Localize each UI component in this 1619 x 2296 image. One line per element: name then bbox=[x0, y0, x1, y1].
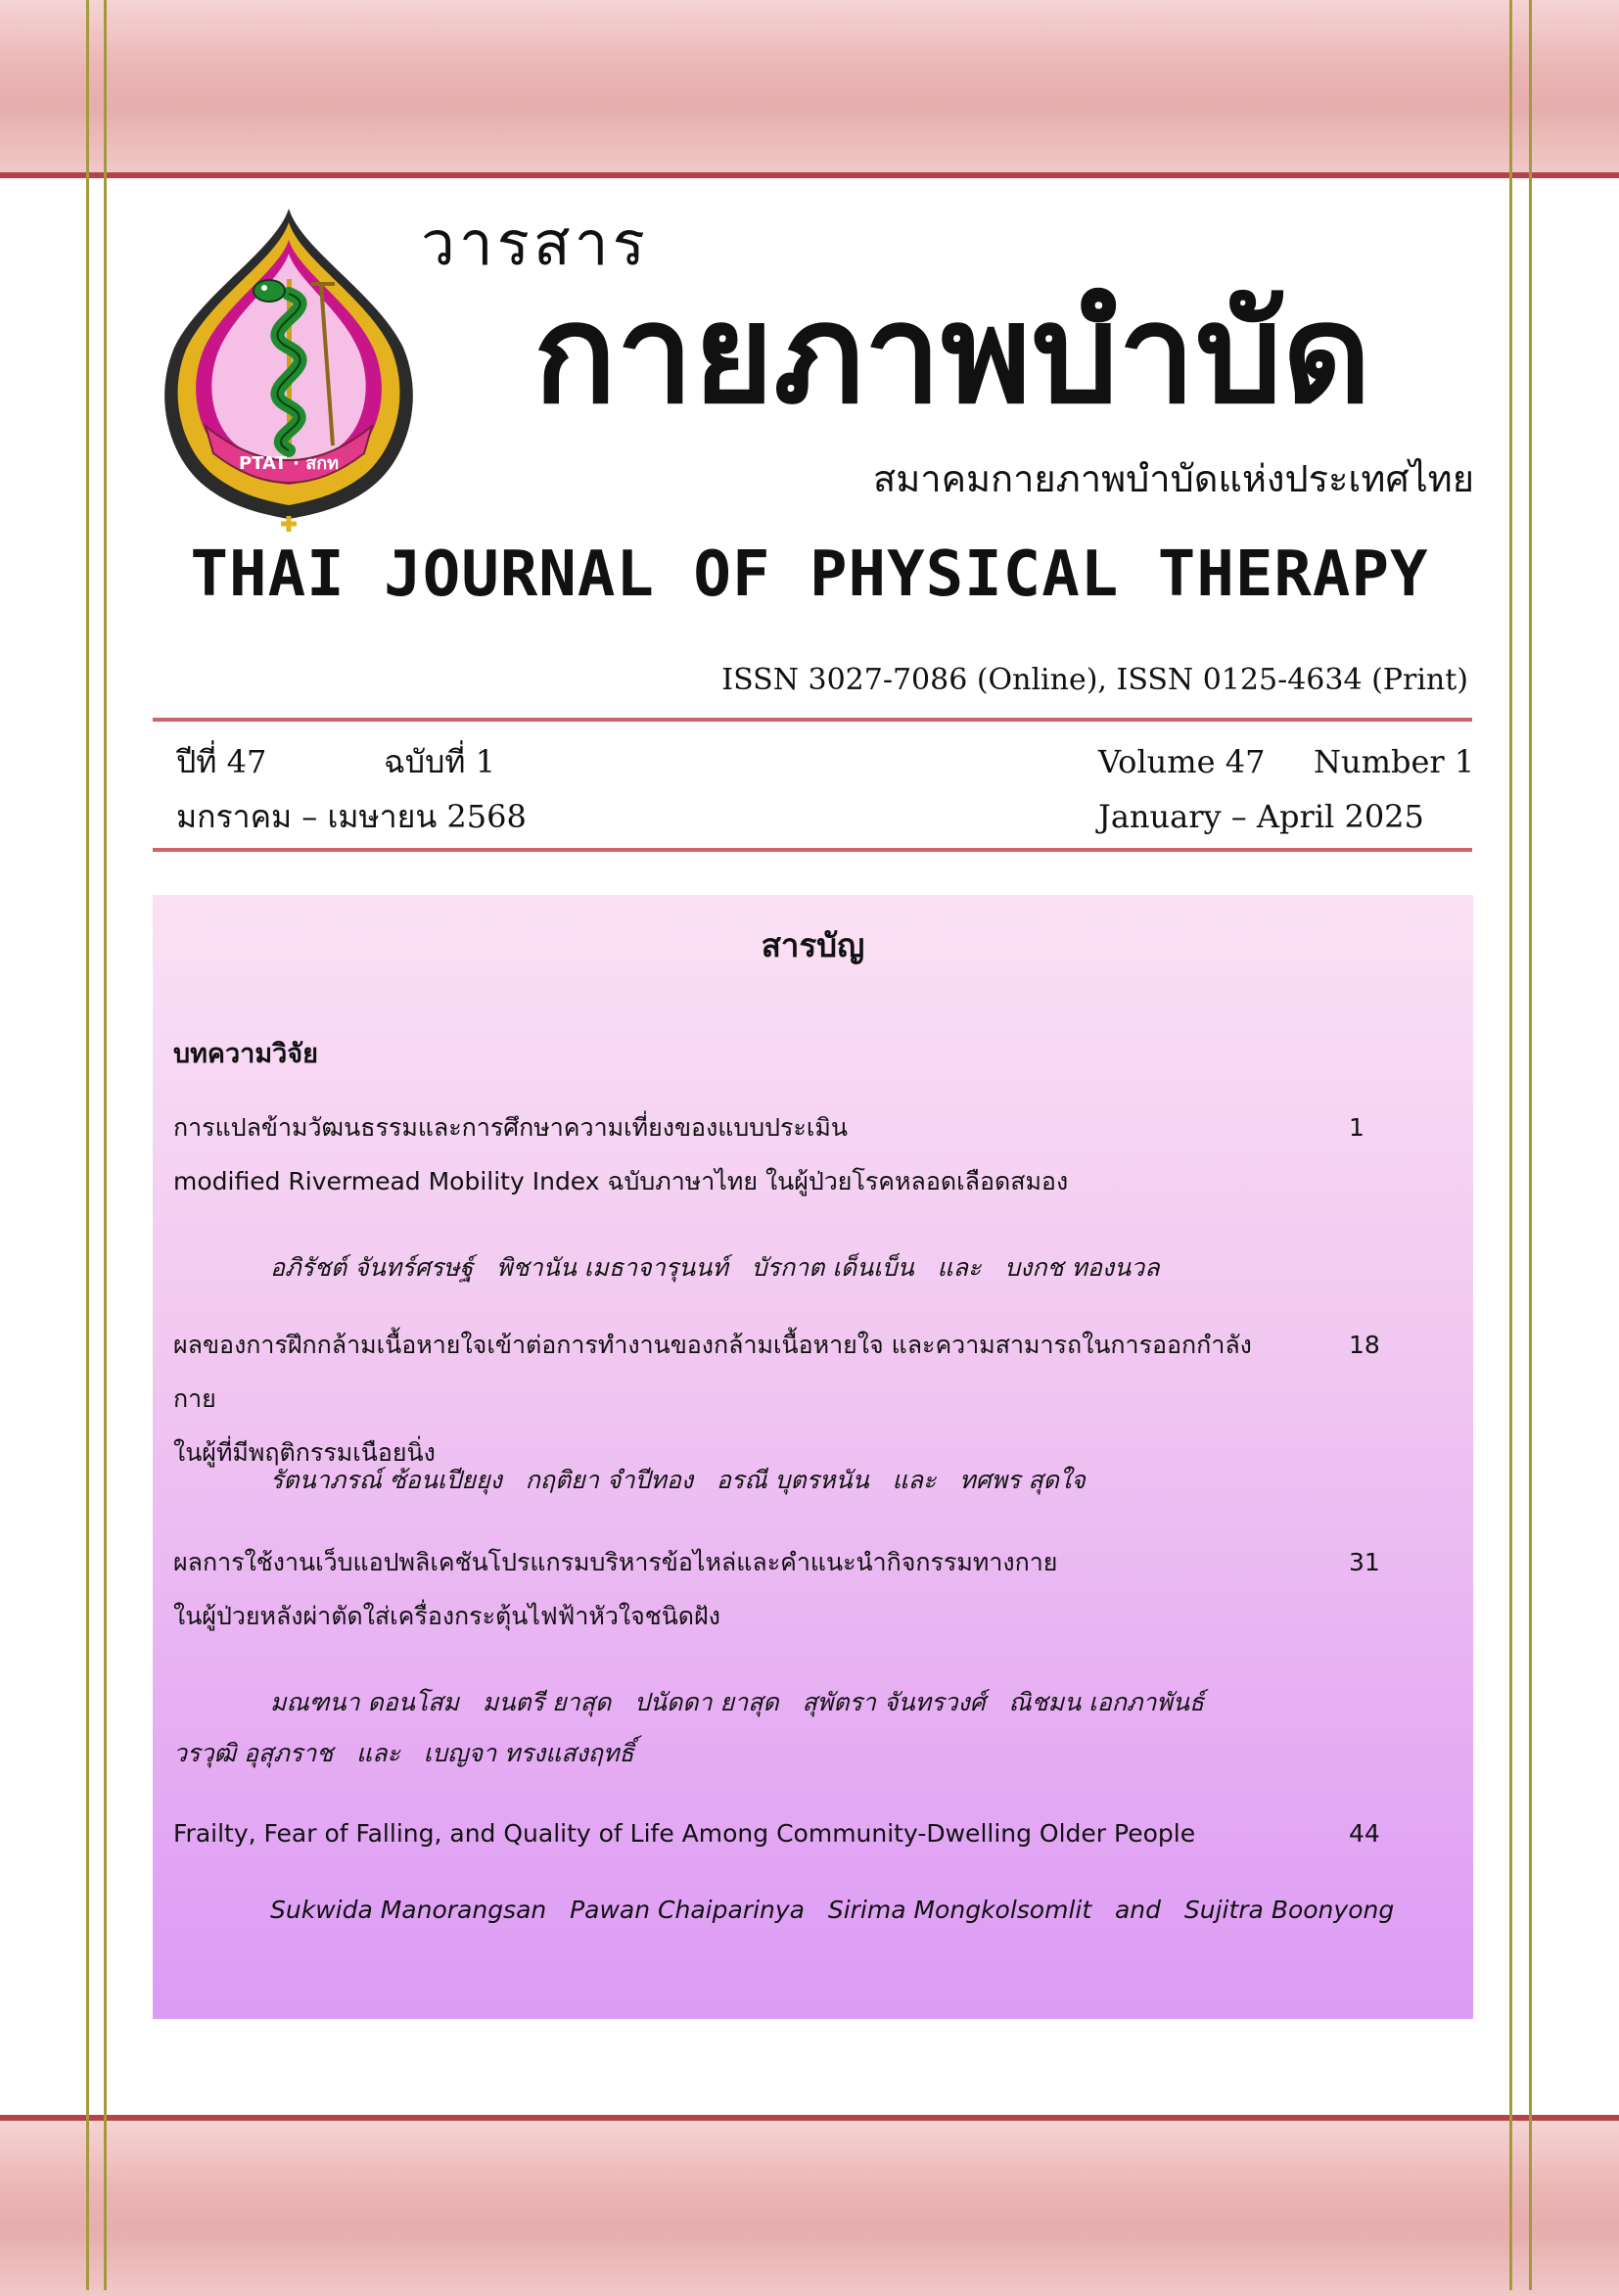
entry-title-line: Frailty, Fear of Falling, and Quality of Life Among Community-Dwelling Older People bbox=[173, 1819, 1196, 1848]
issue-rule-bottom bbox=[153, 848, 1472, 852]
toc-entry-4[interactable] bbox=[173, 1806, 1289, 1860]
toc-entry-1[interactable] bbox=[173, 1101, 1289, 1208]
journal-name-thai: กายภาพบำบัด bbox=[533, 274, 1371, 435]
association-logo bbox=[147, 201, 431, 534]
period: January – April 2025 bbox=[1098, 798, 1424, 835]
table-of-contents bbox=[153, 895, 1473, 2019]
bottom-decorative-band bbox=[0, 2115, 1619, 2296]
issn-line: ISSN 3027-7086 (Online), ISSN 0125-4634 (Print) bbox=[721, 663, 1468, 697]
volume: Volume 47 bbox=[1098, 743, 1266, 780]
thai-period: มกราคม – เมษายน 2568 bbox=[176, 798, 527, 835]
entry-title-line: modified Rivermead Mobility Index ฉบับภาษาไทย ในผู้ป่วยโรคหลอดเลือดสมอง bbox=[173, 1167, 1069, 1195]
entry-authors: รัตนาภรณ์ ซ้อนเปียยุง กฤติยา จำปีทอง อรณี บุตรหนัน และ ทศพร สุดใจ bbox=[270, 1466, 1086, 1494]
issue-rule-top bbox=[153, 718, 1472, 722]
association-name: สมาคมกายภาพบำบัดแห่งประเทศไทย bbox=[873, 457, 1474, 500]
entry-authors: วรวุฒิ อุสุภราช และ เบญจา ทรงแสงฤทธิ์ bbox=[173, 1739, 634, 1767]
entry-title-line: ในผู้ที่มีพฤติกรรมเนือยนิ่ง bbox=[173, 1438, 436, 1467]
entry-title-line: การแปลข้ามวัฒนธรรมและการศึกษาความเที่ยงของแบบประเมิน bbox=[173, 1113, 848, 1142]
frame-line-right-outer bbox=[1529, 0, 1532, 2290]
entry-authors: มณฑนา ดอนโสม มนตรี ยาสุด ปนัดดา ยาสุด สุพัตรา จันทรวงศ์ ณิชมน เอกภาพันธ์ bbox=[270, 1688, 1205, 1716]
entry-title-line: ในผู้ป่วยหลังผ่าตัดใส่เครื่องกระตุ้นไฟฟ้าหัวใจชนิดฝัง bbox=[173, 1602, 720, 1630]
logo-badge-text: PTAT · สกท bbox=[238, 453, 340, 474]
entry-page-number: 44 bbox=[1349, 1819, 1380, 1848]
entry-title-line: ผลของการฝึกกล้ามเนื้อหายใจเข้าต่อการทำงานของกล้ามเนื้อหายใจ และความสามารถในการออกกำลังกาย bbox=[173, 1331, 1252, 1413]
journal-name-english: THAI JOURNAL OF PHYSICAL THERAPY bbox=[190, 539, 1429, 611]
toc-entry-3[interactable] bbox=[173, 1535, 1289, 1643]
frame-line-left-inner bbox=[104, 0, 107, 2290]
journal-label: วารสาร bbox=[421, 208, 649, 279]
top-decorative-band bbox=[0, 0, 1619, 178]
entry-page-number: 31 bbox=[1349, 1548, 1380, 1576]
frame-line-left-outer bbox=[86, 0, 89, 2290]
entry-title-line: ผลการใช้งานเว็บแอปพลิเคชันโปรแกรมบริหารข้อไหล่และคำแนะนำกิจกรรมทางกาย bbox=[173, 1548, 1058, 1576]
entry-authors: Sukwida Manorangsan Pawan Chaiparinya Sirima Mongkolsomlit and Sujitra Boonyong bbox=[270, 1896, 1395, 1924]
thai-number: ฉบับที่ 1 bbox=[384, 743, 496, 780]
entry-authors: อภิรัชต์ จันทร์ศรษฐ์ พิชานัน เมธาจารุนนท์ บัรกาต เด็นเบ็น และ บงกช ทองนวล bbox=[270, 1253, 1160, 1282]
section-heading: บทความวิจัย bbox=[173, 1039, 318, 1069]
entry-page-number: 1 bbox=[1349, 1113, 1365, 1142]
frame-line-right-inner bbox=[1509, 0, 1512, 2290]
number: Number 1 bbox=[1314, 743, 1475, 780]
entry-page-number: 18 bbox=[1349, 1331, 1380, 1359]
thai-year: ปีที่ 47 bbox=[176, 743, 267, 780]
toc-title: สารบัญ bbox=[761, 926, 865, 964]
